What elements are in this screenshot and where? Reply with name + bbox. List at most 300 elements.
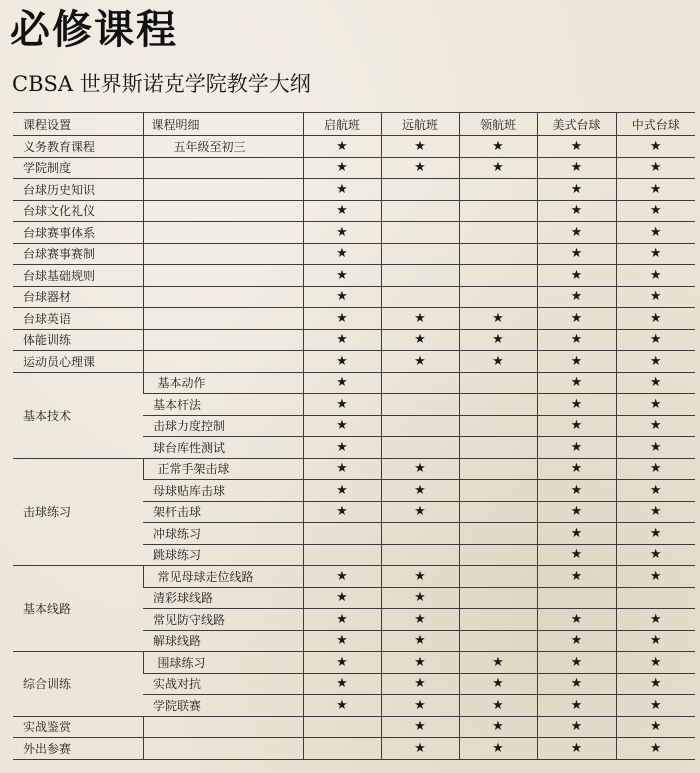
star-icon: ★ [649, 461, 662, 477]
star-icon: ★ [570, 611, 583, 627]
course-name: 台球赛事体系 [13, 222, 143, 244]
star-cell-linghang [459, 200, 537, 222]
star-icon: ★ [570, 289, 583, 305]
star-cell-chinese [616, 458, 695, 480]
header-class-yuanhang: 远航班 [381, 113, 459, 136]
course-name: 台球基础规则 [13, 265, 143, 287]
star-icon: ★ [570, 525, 583, 541]
star-cell-qihang [303, 265, 381, 287]
star-cell-linghang [459, 351, 537, 373]
star-cell-chinese [616, 566, 695, 588]
star-cell-chinese [616, 673, 695, 695]
star-cell-qihang [303, 394, 381, 416]
star-cell-yuanhang [381, 738, 459, 760]
star-cell-yuanhang [381, 566, 459, 588]
star-icon: ★ [649, 203, 662, 219]
course-detail: 学院联赛 [143, 695, 303, 717]
star-cell-linghang [459, 652, 537, 674]
star-icon: ★ [570, 332, 583, 348]
table-row [13, 286, 695, 308]
star-cell-linghang [459, 157, 537, 179]
star-cell-american [537, 136, 616, 158]
star-cell-chinese [616, 394, 695, 416]
star-cell-chinese [616, 200, 695, 222]
star-icon: ★ [570, 568, 583, 584]
star-cell-linghang [459, 673, 537, 695]
star-icon: ★ [649, 676, 662, 692]
star-cell-qihang [303, 157, 381, 179]
course-detail: 基本动作 [143, 372, 303, 394]
star-cell-linghang [459, 437, 537, 459]
star-icon: ★ [336, 181, 348, 197]
star-icon: ★ [414, 504, 426, 520]
star-icon: ★ [649, 246, 662, 262]
star-icon: ★ [414, 482, 426, 498]
star-icon: ★ [336, 418, 348, 434]
star-cell-qihang [303, 609, 381, 631]
star-cell-american [537, 157, 616, 179]
star-icon: ★ [570, 160, 583, 176]
star-icon: ★ [649, 740, 662, 756]
star-cell-yuanhang [381, 716, 459, 738]
star-cell-linghang [459, 523, 537, 545]
star-cell-linghang [459, 501, 537, 523]
star-icon: ★ [414, 697, 426, 713]
table-row [13, 329, 695, 351]
star-cell-american [537, 630, 616, 652]
star-icon: ★ [336, 611, 348, 627]
star-icon: ★ [649, 697, 662, 713]
course-detail [143, 286, 303, 308]
course-name: 体能训练 [13, 329, 143, 351]
table-row [13, 351, 695, 373]
star-cell-qihang [303, 136, 381, 158]
star-icon: ★ [570, 203, 583, 219]
star-cell-qihang [303, 716, 381, 738]
star-icon: ★ [414, 353, 426, 369]
star-icon: ★ [649, 181, 662, 197]
star-icon: ★ [336, 697, 348, 713]
header-class-qihang: 启航班 [303, 113, 381, 136]
star-cell-chinese [616, 351, 695, 373]
star-cell-linghang [459, 308, 537, 330]
star-icon: ★ [649, 525, 662, 541]
star-icon: ★ [649, 396, 662, 412]
course-detail: 常见防守线路 [143, 609, 303, 631]
star-cell-american [537, 437, 616, 459]
star-icon: ★ [570, 504, 583, 520]
star-cell-qihang [303, 437, 381, 459]
star-icon: ★ [336, 504, 348, 520]
star-cell-qihang [303, 179, 381, 201]
star-cell-linghang [459, 372, 537, 394]
star-cell-qihang [303, 738, 381, 760]
star-cell-chinese [616, 329, 695, 351]
star-icon: ★ [414, 740, 426, 756]
star-cell-qihang [303, 243, 381, 265]
star-cell-chinese [616, 587, 695, 609]
table-row [13, 566, 695, 588]
course-group-name: 基本线路 [13, 566, 143, 652]
star-cell-yuanhang [381, 695, 459, 717]
star-cell-linghang [459, 458, 537, 480]
star-cell-chinese [616, 286, 695, 308]
star-cell-chinese [616, 308, 695, 330]
course-name: 台球赛事赛制 [13, 243, 143, 265]
star-cell-chinese [616, 652, 695, 674]
star-cell-chinese [616, 738, 695, 760]
star-cell-chinese [616, 716, 695, 738]
star-cell-chinese [616, 372, 695, 394]
course-detail [143, 716, 303, 738]
star-icon: ★ [649, 611, 662, 627]
star-cell-linghang [459, 630, 537, 652]
star-icon: ★ [649, 633, 662, 649]
star-cell-linghang [459, 716, 537, 738]
star-icon: ★ [492, 310, 504, 326]
star-cell-american [537, 265, 616, 287]
star-icon: ★ [649, 375, 662, 391]
star-cell-linghang [459, 222, 537, 244]
star-icon: ★ [414, 568, 426, 584]
star-cell-yuanhang [381, 179, 459, 201]
star-cell-chinese [616, 609, 695, 631]
table-row [13, 157, 695, 179]
course-detail [143, 329, 303, 351]
course-name: 外出参赛 [13, 738, 143, 760]
star-cell-yuanhang [381, 609, 459, 631]
star-icon: ★ [336, 203, 348, 219]
star-cell-qihang [303, 329, 381, 351]
star-cell-chinese [616, 630, 695, 652]
header-course: 课程设置 [13, 113, 143, 136]
star-cell-american [537, 566, 616, 588]
star-cell-yuanhang [381, 351, 459, 373]
course-name: 实战鉴赏 [13, 716, 143, 738]
star-icon: ★ [649, 482, 662, 498]
star-icon: ★ [649, 568, 662, 584]
star-icon: ★ [336, 289, 348, 305]
course-detail: 球台库性测试 [143, 437, 303, 459]
header-detail: 课程明细 [143, 113, 303, 136]
table-row [13, 458, 695, 480]
star-cell-yuanhang [381, 200, 459, 222]
course-name: 台球英语 [13, 308, 143, 330]
star-icon: ★ [570, 375, 583, 391]
star-icon: ★ [649, 439, 662, 455]
star-cell-chinese [616, 695, 695, 717]
table-row [13, 372, 695, 394]
star-icon: ★ [414, 138, 426, 154]
star-icon: ★ [570, 418, 583, 434]
star-cell-linghang [459, 587, 537, 609]
course-detail: 围球练习 [143, 652, 303, 674]
course-detail [143, 157, 303, 179]
star-cell-chinese [616, 179, 695, 201]
star-icon: ★ [649, 310, 662, 326]
star-cell-american [537, 458, 616, 480]
star-icon: ★ [649, 353, 662, 369]
course-detail [143, 738, 303, 760]
star-cell-qihang [303, 351, 381, 373]
star-cell-qihang [303, 458, 381, 480]
star-cell-yuanhang [381, 544, 459, 566]
table-row [13, 308, 695, 330]
star-cell-chinese [616, 480, 695, 502]
star-cell-yuanhang [381, 157, 459, 179]
star-icon: ★ [414, 310, 426, 326]
header-class-linghang: 领航班 [459, 113, 537, 136]
star-icon: ★ [492, 676, 504, 692]
star-cell-american [537, 501, 616, 523]
page-title: 必修课程 [10, 7, 178, 53]
star-cell-american [537, 329, 616, 351]
star-icon: ★ [570, 246, 583, 262]
table-row [13, 265, 695, 287]
course-group-name: 综合训练 [13, 652, 143, 717]
star-cell-american [537, 587, 616, 609]
star-cell-yuanhang [381, 329, 459, 351]
course-detail: 架杆击球 [143, 501, 303, 523]
star-cell-yuanhang [381, 286, 459, 308]
course-detail [143, 308, 303, 330]
table-row [13, 136, 695, 158]
course-name: 学院制度 [13, 157, 143, 179]
star-icon: ★ [414, 332, 426, 348]
star-icon: ★ [414, 654, 426, 670]
star-cell-chinese [616, 437, 695, 459]
table-row [13, 716, 695, 738]
star-cell-american [537, 544, 616, 566]
star-cell-linghang [459, 394, 537, 416]
star-cell-yuanhang [381, 587, 459, 609]
star-cell-yuanhang [381, 222, 459, 244]
table-row [13, 200, 695, 222]
star-icon: ★ [649, 654, 662, 670]
star-cell-american [537, 243, 616, 265]
star-icon: ★ [570, 138, 583, 154]
star-cell-yuanhang [381, 308, 459, 330]
star-icon: ★ [336, 267, 348, 283]
course-detail: 清彩球线路 [143, 587, 303, 609]
star-cell-qihang [303, 695, 381, 717]
star-icon: ★ [649, 504, 662, 520]
star-icon: ★ [414, 719, 426, 735]
star-icon: ★ [414, 611, 426, 627]
star-icon: ★ [336, 633, 348, 649]
star-icon: ★ [492, 353, 504, 369]
star-icon: ★ [649, 160, 662, 176]
course-detail: 基本杆法 [143, 394, 303, 416]
star-cell-chinese [616, 265, 695, 287]
course-detail [143, 265, 303, 287]
star-icon: ★ [492, 654, 504, 670]
star-cell-qihang [303, 544, 381, 566]
star-icon: ★ [336, 138, 348, 154]
course-detail: 击球力度控制 [143, 415, 303, 437]
star-cell-qihang [303, 480, 381, 502]
star-icon: ★ [336, 461, 348, 477]
star-icon: ★ [570, 461, 583, 477]
star-icon: ★ [649, 289, 662, 305]
syllabus-table [13, 112, 695, 760]
star-cell-american [537, 523, 616, 545]
star-icon: ★ [492, 740, 504, 756]
table-row [13, 652, 695, 674]
star-cell-american [537, 652, 616, 674]
star-icon: ★ [414, 633, 426, 649]
header-chinese-billiards: 中式台球 [616, 113, 695, 136]
star-cell-chinese [616, 544, 695, 566]
star-icon: ★ [570, 439, 583, 455]
course-detail: 实战对抗 [143, 673, 303, 695]
star-cell-yuanhang [381, 394, 459, 416]
star-cell-yuanhang [381, 630, 459, 652]
star-icon: ★ [336, 396, 348, 412]
page-subtitle: CBSA 世界斯诺克学院教学大纲 [12, 72, 311, 96]
star-cell-yuanhang [381, 415, 459, 437]
table-row [13, 179, 695, 201]
star-icon: ★ [336, 654, 348, 670]
star-cell-chinese [616, 243, 695, 265]
star-icon: ★ [492, 697, 504, 713]
star-cell-yuanhang [381, 136, 459, 158]
star-cell-qihang [303, 372, 381, 394]
star-cell-linghang [459, 243, 537, 265]
star-cell-american [537, 738, 616, 760]
table-row [13, 738, 695, 760]
star-cell-american [537, 351, 616, 373]
star-icon: ★ [336, 310, 348, 326]
star-cell-yuanhang [381, 501, 459, 523]
star-cell-chinese [616, 415, 695, 437]
star-icon: ★ [570, 181, 583, 197]
star-icon: ★ [570, 740, 583, 756]
star-icon: ★ [492, 332, 504, 348]
course-name: 运动员心理课 [13, 351, 143, 373]
star-cell-linghang [459, 609, 537, 631]
course-detail [143, 200, 303, 222]
course-group-name: 基本技术 [13, 372, 143, 458]
star-cell-yuanhang [381, 673, 459, 695]
star-cell-american [537, 372, 616, 394]
star-cell-yuanhang [381, 523, 459, 545]
star-icon: ★ [570, 547, 583, 563]
star-cell-american [537, 394, 616, 416]
star-cell-linghang [459, 480, 537, 502]
course-name: 台球历史知识 [13, 179, 143, 201]
star-icon: ★ [336, 353, 348, 369]
course-name: 台球器材 [13, 286, 143, 308]
star-cell-linghang [459, 544, 537, 566]
star-icon: ★ [336, 482, 348, 498]
course-detail [143, 351, 303, 373]
star-cell-chinese [616, 136, 695, 158]
star-cell-qihang [303, 308, 381, 330]
star-cell-linghang [459, 415, 537, 437]
star-icon: ★ [336, 375, 348, 391]
star-icon: ★ [336, 332, 348, 348]
star-icon: ★ [570, 267, 583, 283]
star-cell-linghang [459, 738, 537, 760]
star-cell-qihang [303, 566, 381, 588]
star-cell-qihang [303, 523, 381, 545]
star-cell-yuanhang [381, 458, 459, 480]
star-cell-yuanhang [381, 652, 459, 674]
star-cell-linghang [459, 179, 537, 201]
star-cell-american [537, 673, 616, 695]
star-cell-qihang [303, 501, 381, 523]
star-cell-linghang [459, 286, 537, 308]
star-cell-qihang [303, 222, 381, 244]
star-icon: ★ [570, 676, 583, 692]
star-cell-american [537, 695, 616, 717]
star-icon: ★ [570, 353, 583, 369]
course-detail: 常见母球走位线路 [143, 566, 303, 588]
star-icon: ★ [492, 138, 504, 154]
star-cell-american [537, 286, 616, 308]
star-icon: ★ [570, 396, 583, 412]
star-cell-qihang [303, 200, 381, 222]
star-cell-american [537, 222, 616, 244]
header-american-billiards: 美式台球 [537, 113, 616, 136]
star-cell-qihang [303, 652, 381, 674]
star-icon: ★ [570, 654, 583, 670]
star-icon: ★ [649, 224, 662, 240]
course-name: 台球文化礼仪 [13, 200, 143, 222]
star-cell-qihang [303, 630, 381, 652]
star-cell-linghang [459, 695, 537, 717]
course-detail [143, 179, 303, 201]
star-icon: ★ [649, 332, 662, 348]
star-icon: ★ [649, 418, 662, 434]
star-cell-yuanhang [381, 372, 459, 394]
star-cell-yuanhang [381, 243, 459, 265]
star-icon: ★ [570, 224, 583, 240]
star-icon: ★ [570, 482, 583, 498]
star-cell-qihang [303, 587, 381, 609]
star-icon: ★ [570, 719, 583, 735]
course-group-name: 击球练习 [13, 458, 143, 566]
course-detail: 解球线路 [143, 630, 303, 652]
star-cell-qihang [303, 673, 381, 695]
star-cell-yuanhang [381, 480, 459, 502]
star-icon: ★ [570, 697, 583, 713]
star-cell-linghang [459, 136, 537, 158]
star-icon: ★ [336, 246, 348, 262]
star-icon: ★ [414, 676, 426, 692]
star-cell-qihang [303, 286, 381, 308]
course-detail: 正常手架击球 [143, 458, 303, 480]
star-icon: ★ [649, 138, 662, 154]
star-icon: ★ [414, 590, 426, 606]
star-icon: ★ [336, 224, 348, 240]
star-cell-qihang [303, 415, 381, 437]
star-icon: ★ [649, 719, 662, 735]
star-icon: ★ [570, 310, 583, 326]
star-cell-american [537, 308, 616, 330]
star-cell-american [537, 480, 616, 502]
course-detail: 跳球练习 [143, 544, 303, 566]
course-name: 义务教育课程 [13, 136, 143, 158]
course-detail [143, 243, 303, 265]
star-cell-linghang [459, 566, 537, 588]
table-header-row [13, 113, 695, 136]
table-row [13, 222, 695, 244]
star-cell-chinese [616, 222, 695, 244]
star-icon: ★ [570, 633, 583, 649]
star-icon: ★ [492, 160, 504, 176]
